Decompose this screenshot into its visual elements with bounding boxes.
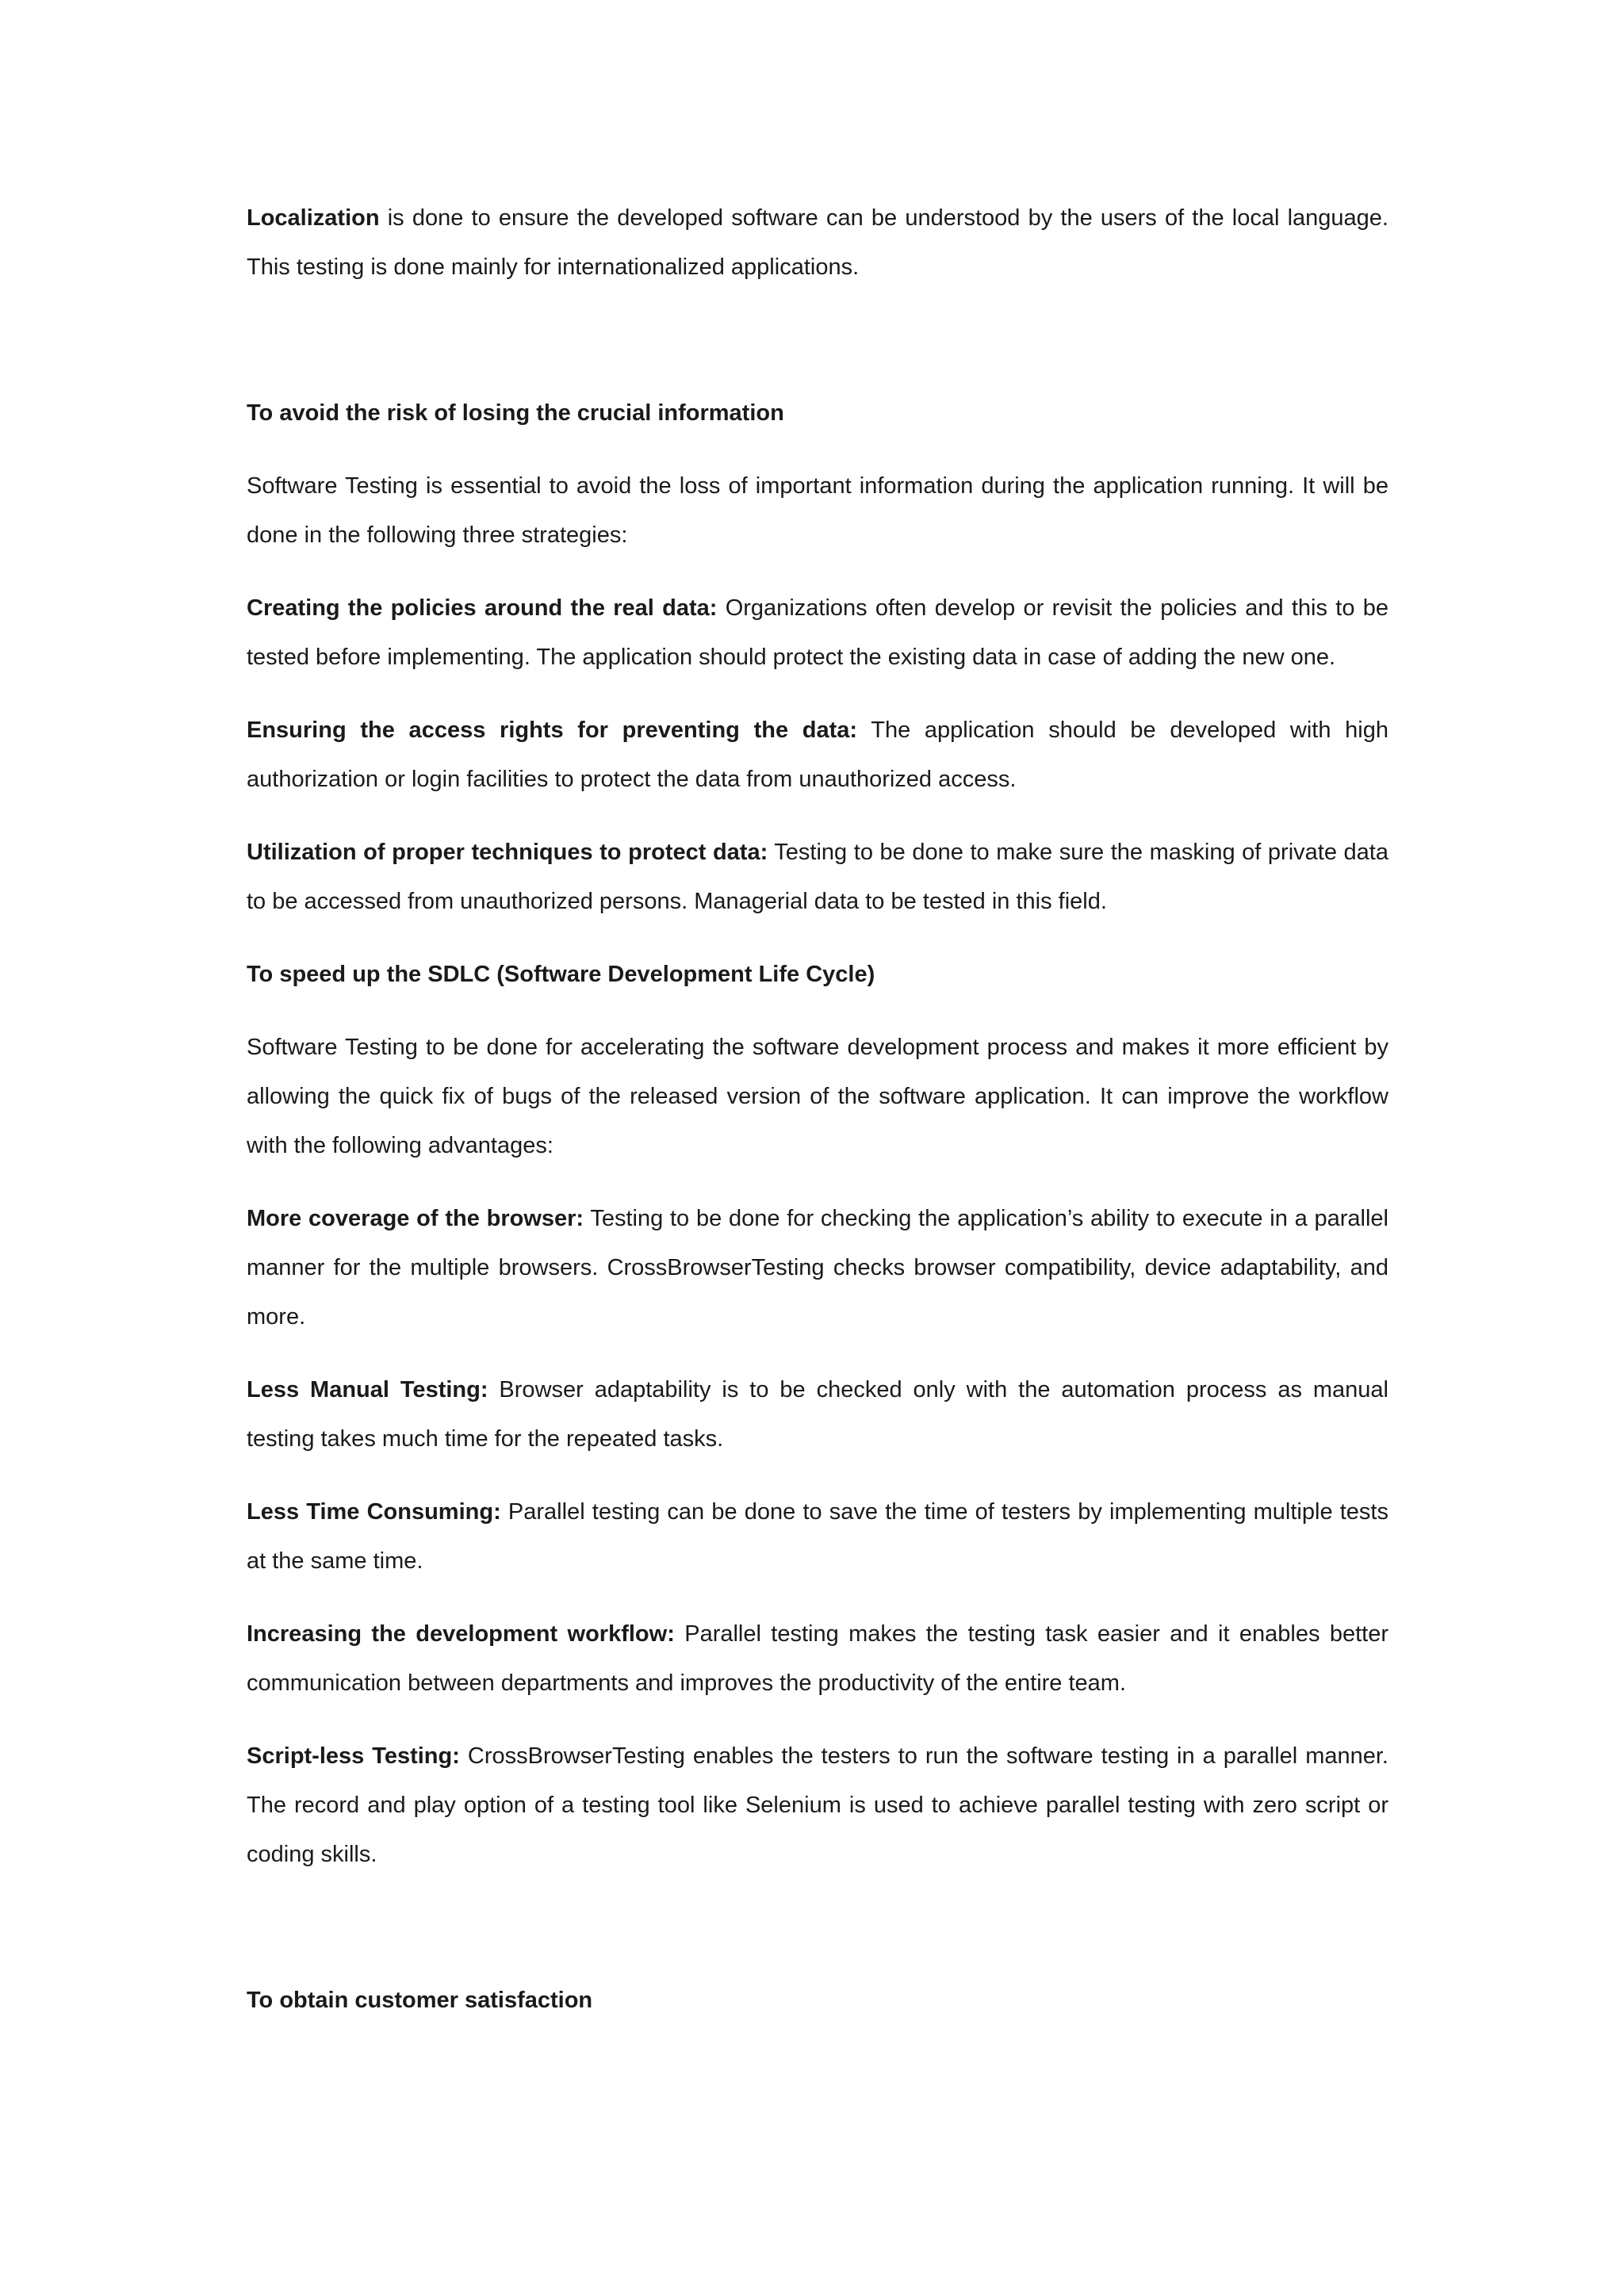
paragraph-software-testing-essential: Software Testing is essential to avoid the loss of important information during the application running. It will be done in the following three strategies:: [247, 473, 1388, 548]
term-scriptless-testing: Script-less Testing:: [247, 1743, 460, 1769]
paragraph-proper-techniques: [247, 828, 1388, 926]
paragraph-localization: [247, 193, 1388, 292]
term-development-workflow: Increasing the development workflow:: [247, 1621, 675, 1647]
term-less-time-consuming: Less Time Consuming:: [247, 1499, 501, 1525]
paragraph-less-manual-testing: [247, 1365, 1388, 1464]
term-proper-techniques: Utilization of proper techniques to protect data:: [247, 840, 768, 865]
document-body: [247, 193, 1388, 2025]
paragraph-less-time-consuming: [247, 1487, 1388, 1586]
paragraph-text: is done to ensure the developed software can be understood by the users of the local language. This testing is done mainly for internationalized applications.: [247, 205, 1388, 280]
paragraph-text: Parallel testing can be done to save the time of testers by implementing multiple tests at the same time.: [247, 1499, 1388, 1574]
paragraph-text: Parallel testing makes the testing task easier and it enables better communication between departments and improves the productivity of the entire team.: [247, 1621, 1388, 1696]
paragraph-creating-policies: [247, 584, 1388, 682]
heading-speed-up-sdlc: To speed up the SDLC (Software Development Life Cycle): [247, 962, 875, 987]
paragraph-scriptless-testing: [247, 1732, 1388, 1879]
paragraph-text: Testing to be done for checking the application’s ability to execute in a parallel manner for the multiple browsers. CrossBrowserTesting checks browser compatibility, device adaptability, and more.: [247, 1206, 1388, 1330]
paragraph-access-rights: [247, 706, 1388, 804]
term-access-rights: Ensuring the access rights for preventing the data:: [247, 718, 858, 743]
paragraph-text: Testing to be done to make sure the masking of private data to be accessed from unauthorized persons. Managerial data to be tested in this field.: [247, 840, 1388, 914]
paragraph-text: The application should be developed with high authorization or login facilities to protect the data from unauthorized access.: [247, 718, 1388, 792]
term-less-manual-testing: Less Manual Testing:: [247, 1377, 488, 1402]
term-creating-policies: Creating the policies around the real data:: [247, 595, 718, 621]
paragraph-accelerating-development: Software Testing to be done for accelerating the software development process and makes it more efficient by allowing the quick fix of bugs of the released version of the software application. It can improve the workflow with the following advantages:: [247, 1035, 1388, 1158]
heading-avoid-risk: To avoid the risk of losing the crucial information: [247, 400, 784, 426]
paragraph-text: CrossBrowserTesting enables the testers to run the software testing in a parallel manner. The record and play option of a testing tool like Selenium is used to achieve parallel testing with zero script or coding skills.: [247, 1743, 1388, 1867]
paragraph-development-workflow: [247, 1609, 1388, 1708]
term-localization: Localization: [247, 205, 380, 231]
heading-customer-satisfaction: To obtain customer satisfaction: [247, 1988, 593, 2013]
paragraph-text: Browser adaptability is to be checked only with the automation process as manual testing takes much time for the repeated tasks.: [247, 1377, 1388, 1452]
paragraph-browser-coverage: [247, 1194, 1388, 1341]
term-browser-coverage: More coverage of the browser:: [247, 1206, 584, 1231]
paragraph-text: Organizations often develop or revisit the policies and this to be tested before implementing. The application should protect the existing data in case of adding the new one.: [247, 595, 1388, 670]
